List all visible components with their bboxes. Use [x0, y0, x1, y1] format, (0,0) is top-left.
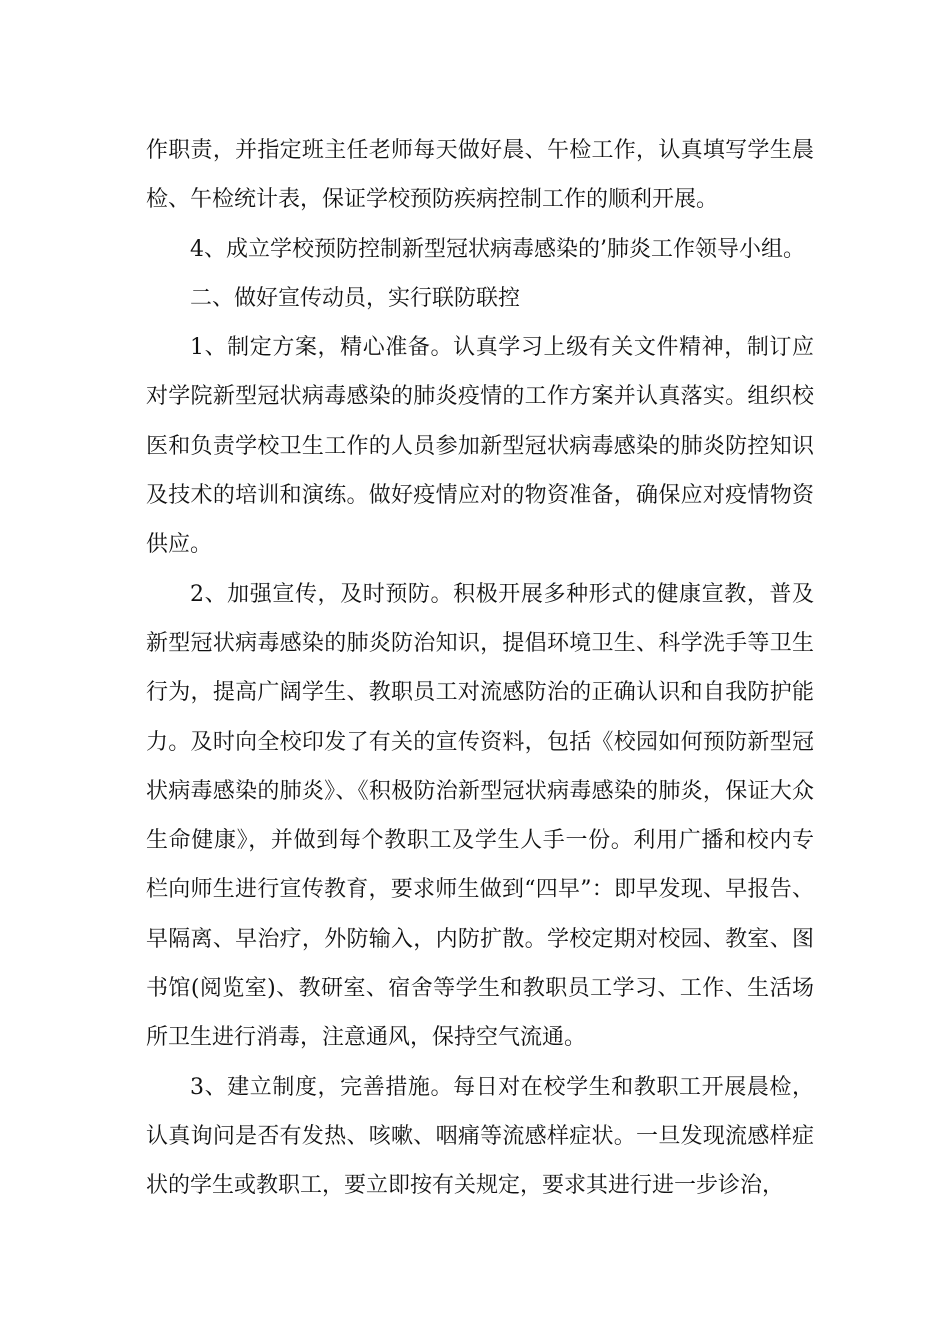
paragraph-2: 4、成立学校预防控制新型冠状病毒感染的’肺炎工作领导小组。 — [190, 236, 805, 262]
paragraph-3: 1、制定方案，精心准备。认真学习上级有关文件精神，制订应对学院新型冠状病毒感染的肺炎疫情的工作方案并认真落实。组织校医和负责学校卫生工作的人员参加新型冠状病毒感染的肺炎防控知识及技术的培训和演练。做好疫情应对的物资准备，确保应对疫情物资供应。 — [146, 335, 814, 558]
paragraph-4: 2、加强宣传，及时预防。积极开展多种形式的健康宣教，普及新型冠状病毒感染的肺炎防治知识，提倡环境卫生、科学洗手等卫生行为，提高广阔学生、教职员工对流感防治的正确认识和自我防护能力。及时向全校印发了有关的宣传资料，包括《校园如何预防新型冠状病毒感染的肺炎》、《积极防治新型冠状病毒感染的肺炎，保证大众生命健康》，并做到每个教职工及学生人手一份。利用广播和校内专栏向师生进行宣传教育，要求师生做到“四早”：即早发现、早报告、早隔离、早治疗，外防输入，内防扩散。学校定期对校园、教室、图书馆(阅览室)、教研室、宿舍等学生和教职员工学习、工作、生活场所卫生进行消毒，注意通风，保持空气流通。 — [146, 581, 814, 1051]
paragraph-1: 作职责，并指定班主任老师每天做好晨、午检工作，认真填写学生晨检、午检统计表，保证学校预防疾病控制工作的顺利开展。 — [146, 138, 814, 213]
paragraph-5: 3、建立制度，完善措施。每日对在校学生和教职工开展晨检，认真询问是否有发热、咳嗽、咽痛等流感样症状。一旦发现流感样症状的学生或教职工，要立即按有关规定，要求其进行进一步诊治， — [146, 1074, 814, 1199]
section-heading: 二、做好宣传动员，实行联防联控 — [190, 285, 521, 311]
document-page — [146, 126, 814, 1211]
